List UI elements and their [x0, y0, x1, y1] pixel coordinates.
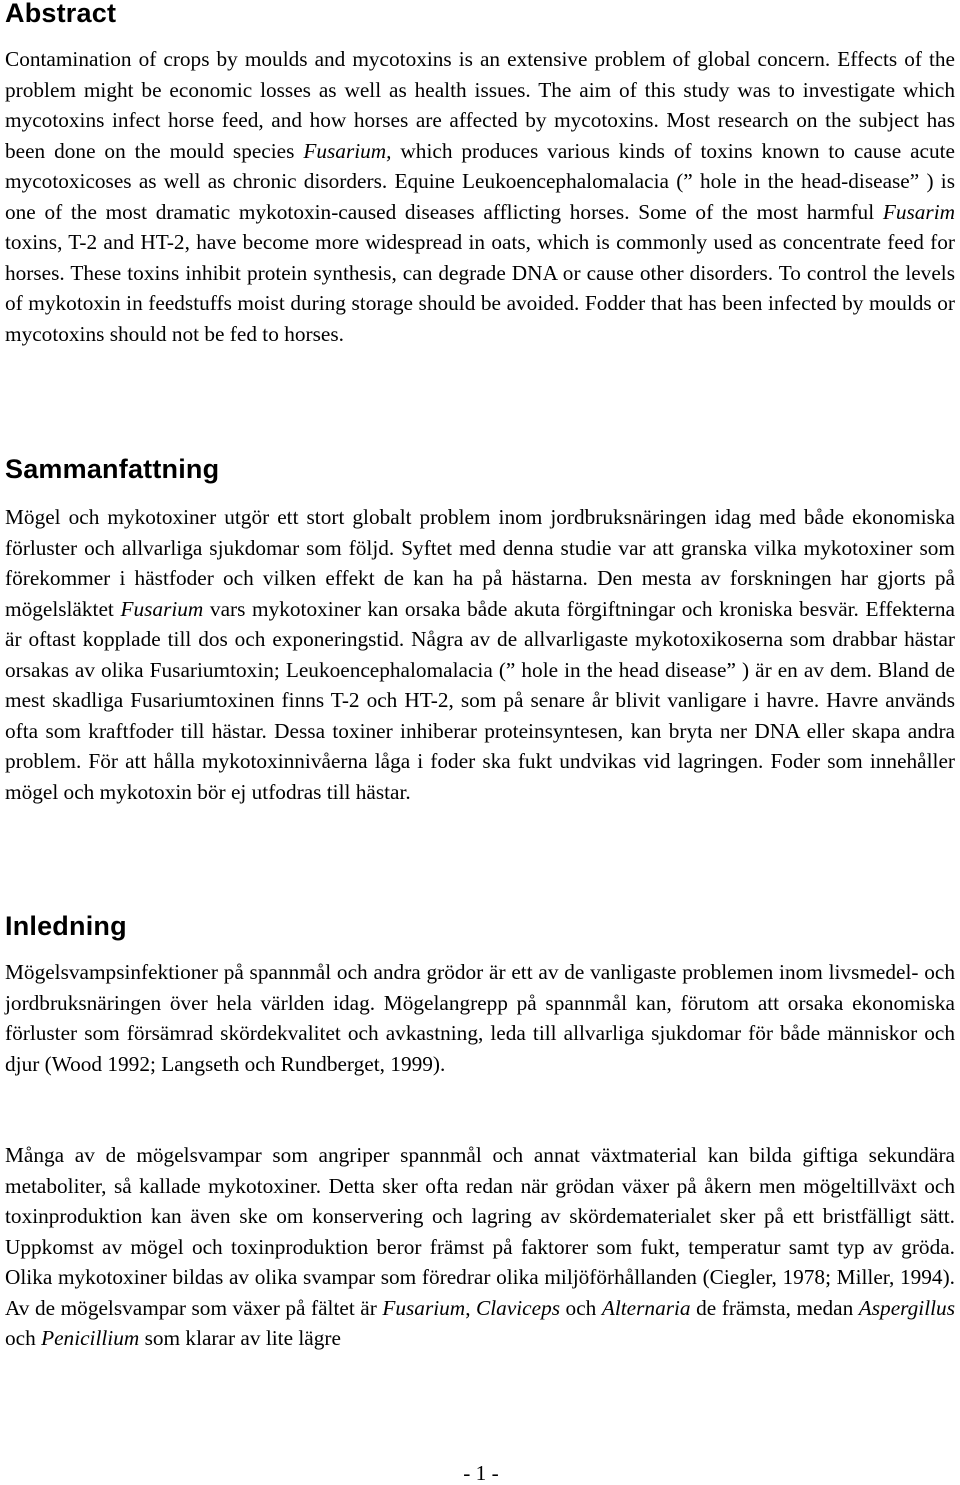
page-footer: [0, 1461, 960, 1485]
inledning-paragraph-2: [5, 1140, 955, 1354]
text-run: vars mykotoxiner kan orsaka både akuta förgiftningar och kroniska besvär. Effekterna är oftast kopplade till dos och exponeringstid. Några av de allvarligaste mykotoxikoserna som drabbar hästar orsakas av olika Fusariumtoxin; Leukoencephalomalacia (” hole in the head disease” ) är en av dem. Bland de mest skadliga Fusariumtoxinen finns T-2 och HT-2, som på senare år blivit vanligare i havre. Havre används ofta som kraftfoder till hästar. Dessa toxiner inhiberar proteinsyntesen, kan bryta ner DNA eller skapa andra problem. För att hålla mykotoxinnivåerna låga i foder ska fukt undvikas vid lagringen. Foder som innehåller mögel och mykotoxin bör ej utfodras till hästar.: [5, 596, 955, 804]
sammanfattning-paragraph: [5, 502, 955, 807]
italic-term: Alternaria: [601, 1295, 691, 1320]
abstract-paragraph: [5, 44, 955, 349]
italic-term: Fusarim: [882, 199, 955, 224]
italic-term: Fusarium,: [303, 138, 392, 163]
italic-term: Fusarium: [120, 596, 204, 621]
text-run: som klarar av lite lägre: [139, 1326, 341, 1350]
text-run: toxins, T-2 and HT-2, have become more widespread in oats, which is commonly used as concentrate feed for horses. These toxins inhibit protein synthesis, can degrade DNA or cause other disorders. To control the levels of mykotoxin in feedstuffs moist during storage should be avoided. Fodder that has been infected by moulds or mycotoxins should not be fed to horses.: [5, 230, 955, 346]
text-run: Contamination of crops by moulds and mycotoxins is an extensive problem of global concern. Effects of the problem might be economic losses as well as health issues. The aim of this study was to investigate which mycotoxins infect horse feed, and how horses are affected by mycotoxins. Most research on the subject has been done on the mould species: [5, 47, 955, 163]
italic-term: Aspergillus: [858, 1295, 955, 1320]
text-run: och: [5, 1326, 42, 1350]
text-run: Många av de mögelsvampar som angriper spannmål och annat växtmaterial kan bilda giftiga sekundära metaboliter, så kallade mykotoxiner. Detta sker ofta redan när grödan växer på åkern men mögeltillväxt och toxinproduktion kan även ske om konservering och lagring av skördematerialet sker på ett bristfälligt sätt. Uppkomst av mögel och toxinproduktion beror främst på faktorer som fukt, temperatur samt typ av gröda. Olika mykotoxiner bildas av olika svampar som föredrar olika miljöförhållanden (Ciegler, 1978; Miller, 1994). Av de mögelsvampar som växer på fältet är: [5, 1143, 955, 1320]
italic-term: Penicillium: [41, 1326, 140, 1350]
italic-term: Claviceps: [476, 1295, 561, 1320]
text-run: de främsta, medan: [690, 1295, 859, 1320]
text-run: Mögel och mykotoxiner utgör ett stort globalt problem inom jordbruksnäringen idag med både ekonomiska förluster och allvarliga sjukdomar som följd. Syftet med denna studie var att granska vilka mykotoxiner som förekommer i hästfoder och vilken effekt de kan ha på hästarna. Den mesta av forskningen har gjorts på mögelsläktet: [5, 505, 955, 621]
sammanfattning-heading: Sammanfattning: [5, 454, 220, 484]
italic-term: Fusarium: [382, 1295, 466, 1320]
text-run: ,: [465, 1295, 477, 1320]
abstract-heading: Abstract: [5, 0, 117, 28]
text-run: which produces various kinds of toxins known to cause acute mycotoxicoses as well as chronic disorders. Equine Leukoencephalomalacia (” hole in the head-disease” ) is one of the most dramatic mykotoxin-caused diseases afflicting horses. Some of the most harmful: [5, 138, 955, 224]
text-run: och: [560, 1295, 602, 1320]
text-run: Mögelsvampsinfektioner på spannmål och andra grödor är ett av de vanligaste problemen inom livsmedel- och jordbruksnäringen över hela världen idag. Mögelangrepp på spannmål kan, förutom att orsaka ekonomiska förluster som försämrad skördekvalitet och avkastning, leda till allvarliga sjukdomar för både människor och djur (Wood 1992; Langseth och Rundberget, 1999).: [5, 960, 955, 1076]
inledning-paragraph-1: [5, 957, 955, 1079]
page-number: - 1 -: [463, 1461, 499, 1485]
inledning-heading: Inledning: [5, 911, 127, 941]
